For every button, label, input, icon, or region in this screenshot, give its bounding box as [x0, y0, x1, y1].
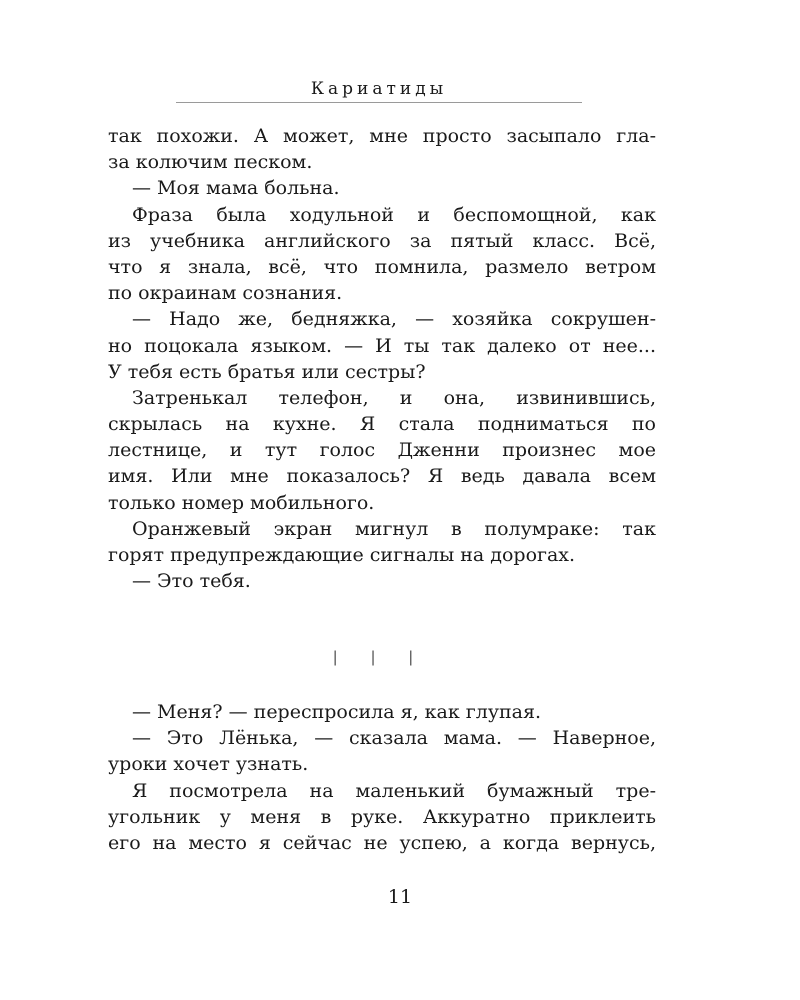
text-block-2	[108, 699, 656, 856]
text-block-1	[108, 123, 656, 594]
text-line: — Это тебя.	[132, 570, 251, 593]
text-line: — Меня? — переспросила я, как глупая.	[132, 701, 542, 723]
section-separator: | | |	[332, 648, 428, 666]
text-line: — Надо же, бедняжка, — хозяйка сокрушен-	[132, 308, 656, 331]
text-line: — Моя мама больна.	[132, 177, 340, 200]
text-line: Оранжевый экран мигнул в полумраке: так	[132, 517, 656, 540]
running-head: Кариатиды	[310, 79, 448, 99]
text-line: из учебника английского за пятый класс. Всё,	[108, 229, 656, 252]
text-line: Затренькал телефон, и она, извинившись,	[132, 386, 656, 409]
text-line: что я знала, всё, что помнила, размело ветром	[108, 255, 656, 278]
text-line: лестнице, и тут голос Дженни произнес мое	[108, 439, 656, 462]
text-line: имя. Или мне показалось? Я ведь давала всем	[108, 465, 656, 488]
text-line: уроки хочет узнать.	[108, 753, 309, 776]
text-line: только номер мобильного.	[108, 491, 375, 514]
text-line: горят предупреждающие сигналы на дорогах.	[108, 544, 576, 566]
text-line: но поцокала языком. — И ты так далеко от нее...	[108, 334, 656, 357]
text-line: У тебя есть братья или сестры?	[108, 360, 426, 383]
text-line: так похожи. А может, мне просто засыпало гла-	[108, 125, 656, 147]
text-line: угольник у меня в руке. Аккуратно приклеить	[108, 805, 656, 828]
text-line: Фраза была ходульной и беспомощной, как	[132, 203, 656, 226]
text-line: его на место я сейчас не успею, а когда вернусь,	[108, 831, 656, 854]
text-line: — Это Лёнька, — сказала мама. — Наверное,	[132, 727, 656, 750]
header-rule	[176, 102, 582, 103]
page-number: 11	[387, 886, 413, 908]
text-line: за колючим песком.	[108, 151, 313, 174]
text-line: Я посмотрела на маленький бумажный тре-	[132, 779, 656, 802]
text-line: скрылась на кухне. Я стала подниматься по	[108, 413, 656, 436]
text-line: по окраинам сознания.	[108, 282, 343, 305]
